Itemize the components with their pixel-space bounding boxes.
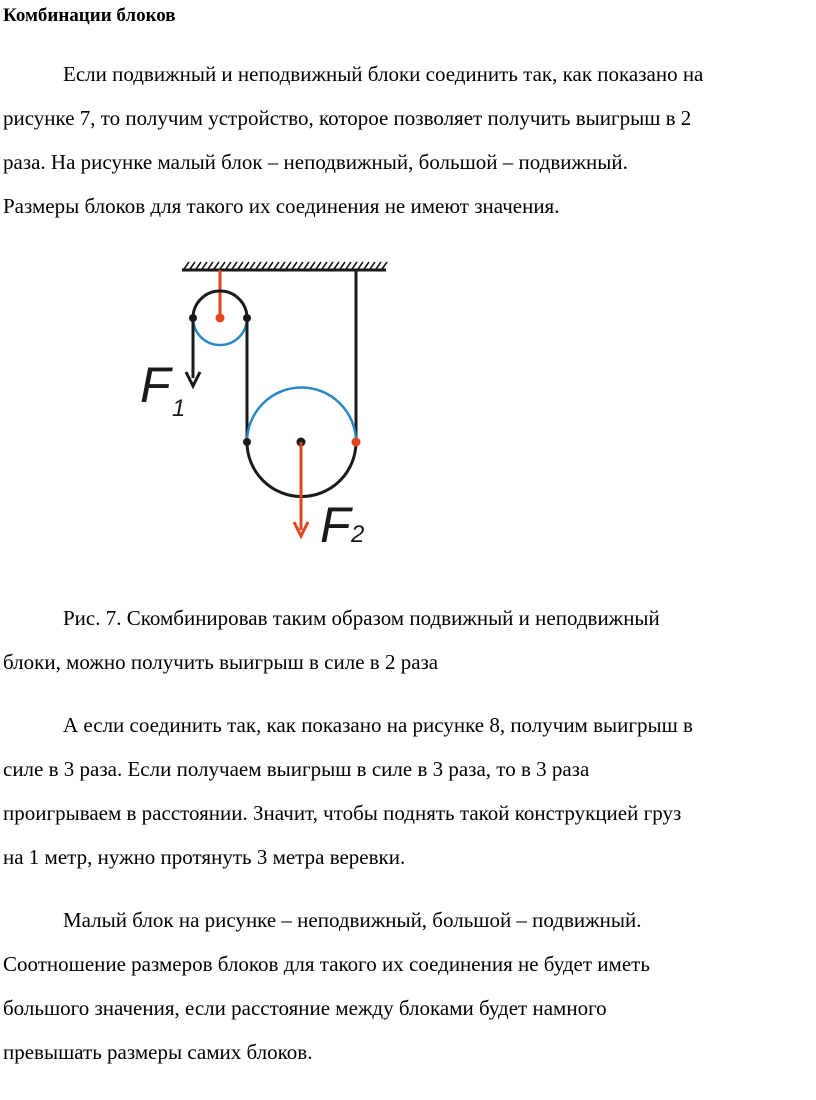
caption-line: блоки, можно получить выигрыш в силе в 2 раза bbox=[3, 650, 439, 674]
paragraph-line: рисунке 7, то получим устройство, которое позволяет получить выигрыш в 2 bbox=[3, 106, 692, 130]
force2-label: F bbox=[320, 497, 351, 553]
pulley-figure bbox=[120, 250, 400, 560]
paragraph-line: раза. На рисунке малый блок – неподвижный, большой – подвижный. bbox=[3, 150, 628, 174]
section-heading: Комбинации блоков bbox=[3, 5, 176, 26]
paragraph-line: на 1 метр, нужно протянуть 3 метра веревки. bbox=[3, 845, 406, 869]
caption-line: Рис. 7. Скомбинировав таким образом подвижный и неподвижный bbox=[63, 606, 660, 630]
paragraph-line: Соотношение размеров блоков для такого их соединения не будет иметь bbox=[3, 952, 650, 976]
paragraph-line: Размеры блоков для такого их соединения не имеют значения. bbox=[3, 194, 560, 218]
movable-block-right-point bbox=[352, 438, 361, 447]
paragraph-line: Малый блок на рисунке – неподвижный, большой – подвижный. bbox=[63, 908, 642, 932]
paragraph-intro bbox=[3, 52, 813, 228]
ceiling-support bbox=[182, 262, 387, 270]
paragraph-line: превышать размеры самих блоков. bbox=[3, 1040, 313, 1064]
force2-subscript: 2 bbox=[351, 521, 365, 548]
movable-block-left-point bbox=[243, 438, 251, 446]
force1-label: F bbox=[140, 357, 171, 413]
paragraph-block-sizes bbox=[3, 898, 813, 1074]
force1-subscript: 1 bbox=[172, 395, 186, 422]
paragraph-line: силе в 3 раза. Если получаем выигрыш в силе в 3 раза, то в 3 раза bbox=[3, 757, 590, 781]
paragraph-line: А если соединить так, как показано на рисунке 8, получим выигрыш в bbox=[63, 713, 693, 737]
figure-caption bbox=[3, 596, 813, 684]
fixed-block-axle bbox=[216, 314, 225, 323]
movable-block-top-arc bbox=[247, 388, 356, 443]
paragraph-three-times bbox=[3, 703, 813, 879]
paragraph-line: большого значения, если расстояние между блоками будет намного bbox=[3, 996, 607, 1020]
paragraph-line: проигрываем в расстоянии. Значит, чтобы поднять такой конструкцией груз bbox=[3, 801, 682, 825]
paragraph-line: Если подвижный и неподвижный блоки соединить так, как показано на bbox=[63, 62, 704, 86]
